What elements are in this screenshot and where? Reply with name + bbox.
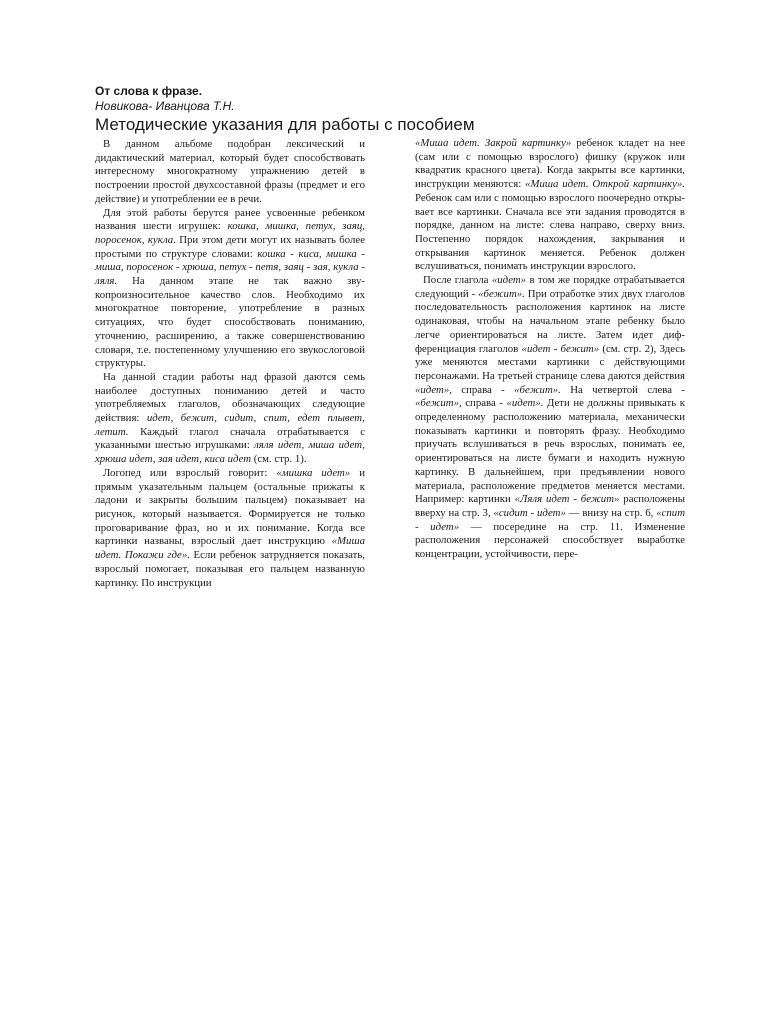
paragraph <box>95 138 365 207</box>
italic-text-run: «Миша идет. Открой картинку». <box>525 178 685 191</box>
italic-text-run: ляля идет, миша идет, хрюша идет, зая идет, киса идет <box>95 439 365 466</box>
text-run: Логопед или взрослый говорит: <box>103 466 277 479</box>
paragraph <box>95 467 365 590</box>
italic-text-run: «мишка идет» <box>276 466 351 479</box>
text-run: справа - <box>461 397 507 410</box>
italic-text-run: «бежит». <box>514 383 561 396</box>
text-run: расположены вверху на стр. 3, <box>415 493 685 519</box>
left-text-column <box>95 138 365 590</box>
italic-text-run: кошка, мишка, петух, заяц, поросенок, кукла <box>95 220 365 246</box>
italic-text-run: идет, бежит, сидит, спит, едет плывет, летит. <box>95 412 365 438</box>
paragraph <box>415 137 685 274</box>
italic-text-run: «Ляля идет - бежит» <box>514 493 620 506</box>
text-run: На данной стадии работы над фразой даются семь наиболее доступных пониманию детей и часто употребляемых глаголов, обозначающих следующие действия: <box>95 370 365 425</box>
italic-text-run: «бежит». <box>478 287 525 300</box>
text-run: Каждый глагол сначала отрабатывается с указанными шестью игрушками: <box>95 425 365 452</box>
text-run: — посередине на стр. 11. Изменение расположения персонажей способствует выработке концентрации, устойчивости, пере- <box>415 520 686 561</box>
paragraph <box>95 371 365 467</box>
text-run: В данном альбоме подобран лексический и дидактический материал, который будет способствовать интересному многократному упражнению детей в построении простой двухсоставной фразы (предмет и его действие) и употреблении ее в речи. <box>95 138 365 205</box>
text-run: (см. стр. 1). <box>251 453 307 466</box>
italic-text-run: «Миша идет. Закрой картинку» <box>415 137 572 149</box>
right-text-column <box>415 137 685 562</box>
text-run: Если ребенок затрудняется показать, взрослый помогает, показывая его пальцем названную картинку. По инструкции <box>95 549 365 589</box>
italic-text-run: «сидит - идет» <box>493 506 566 519</box>
author-name: Новикова- Иванцова Т.Н. <box>95 99 235 113</box>
text-run: ребенок кладет на нее (сам или с помощью взрослого) фишку (кружок или квадратик красного цвета). Когда закрыты все картинки, инструкции меняются: <box>415 137 685 191</box>
text-run: . При этом дети могут их называть более простыми по структуре словами: <box>95 233 365 260</box>
text-run: — внизу на стр. 6, <box>565 506 657 519</box>
italic-text-run: «идет», <box>415 383 452 396</box>
italic-text-run: кошка - киса, мишка - миша, поросенок - хрюша, петух - петя, заяц - зая, кукла - ляля. <box>95 247 365 288</box>
italic-text-run: «бежит», <box>415 397 462 410</box>
text-run: в том же порядке отрабатывается следующий - <box>415 274 685 300</box>
text-run: Дети не должны привыкать к определенному расположению материала, механически показывать картинки и повторять фразу. Необходимо приучать вслушиваться в речь взрослых, понимать ее, ориентироваться на листе бумаги и находить нужную картинку. В дальнейшем, при предъявлении нового материала, расположение предметов меняется местами. Например: картинки <box>415 397 685 506</box>
italic-text-run: «идет». <box>506 397 544 410</box>
italic-text-run: «идет» <box>491 274 527 287</box>
italic-text-run: «идет - бежит» <box>521 342 600 355</box>
book-title: От слова к фразе. <box>95 84 203 98</box>
text-run: Для этой работы берутся ранее усвоенные ребенком названия шести игрушек: <box>95 206 365 233</box>
text-run: После глагола <box>423 274 492 287</box>
text-run: При отработке этих двух глаголов последовательность расположения картинок на листе одинаковая, чтобы на начальном этапе ребенку было легче ориентироваться на листе. Затем идет дифференциация глаголов <box>415 287 685 355</box>
italic-text-run: «Миша идет. Покажи где». <box>95 535 365 562</box>
document-header <box>95 84 695 135</box>
italic-text-run: «спит - идет» <box>415 506 685 533</box>
text-run: справа - <box>451 383 515 396</box>
text-run: На данном этапе не так важно звукопроизносительное качество слов. Необходимо их многократное повторение, употребление в разных ситуациях, что будет способствовать пониманию, уточнению, расширению, а также совершенствованию словаря, т.е. постепенному улучшению его звукослоговой структуры. <box>95 275 365 370</box>
text-run: (см. стр. 2), Здесь уже меняются местами картинки с действующими персонажами. На третьей странице слева даются действия <box>415 342 685 382</box>
document-title: Методические указания для работы с пособием <box>95 115 475 134</box>
text-run: Ребенок сам или с помощью взрослого поочередно открывает все картинки. Сначала все эти задания проводятся в порядке, данном на листе: слева направо, сверху вниз. Постепенно порядок нахождения, закрывания и открывания картинок меняется. Ребенок должен вслушиваться, понимать инструкции взрослого. <box>415 191 685 273</box>
text-run: На четвертой слева - <box>560 383 686 396</box>
paragraph <box>415 274 685 562</box>
paragraph <box>95 207 365 371</box>
text-run: и прямым указательным пальцем (остальные прижаты к ладони и закрыты большим пальцем) показывает на рисунок, который называется. Формируется не только проговаривание фраз, но и их понимание. Когда все картинки названы, взрослый дает инструкцию <box>95 466 365 548</box>
